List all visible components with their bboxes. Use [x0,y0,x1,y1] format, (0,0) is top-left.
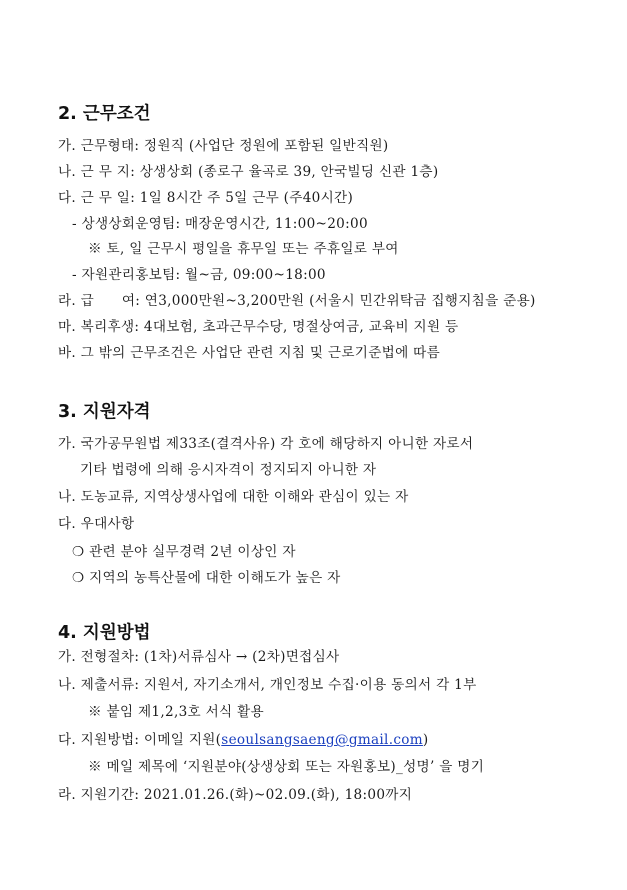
apply-method-prefix: 다. 지원방법: 이메일 지원( [58,732,222,748]
application-period-line: 라. 지원기간: 2021.01.26.(화)~02.09.(화), 18:00까지 [58,787,413,803]
store-team-hours-line: - 상생상회운영팀: 매장운영시간, 11:00~20:00 [72,216,368,232]
preference-label: 다. 우대사항 [58,516,135,532]
selection-process-line: 가. 전형절차: (1차)서류심사 → (2차)면접심사 [58,649,340,665]
documents-line: 나. 제출서류: 지원서, 자기소개서, 개인정보 수집·이용 동의서 각 1부 [58,677,477,693]
forms-note-line: ※ 붙임 제1,2,3호 서식 활용 [88,704,264,720]
section-4-heading: 4. 지원방법 [58,623,151,643]
other-conditions-line: 바. 그 밖의 근무조건은 사업단 관련 지침 및 근로기준법에 따름 [58,345,440,361]
preference-item-1: ❍ 관련 분야 실무경력 2년 이상인 자 [72,544,296,560]
work-days-line: 다. 근 무 일: 1일 8시간 주 5일 근무 (주40시간) [58,190,354,206]
work-type-line: 가. 근무형태: 정원직 (사업단 정원에 포함된 일반직원) [58,138,389,154]
section-2-heading: 2. 근무조건 [58,104,151,124]
apply-method-suffix: ) [422,732,429,748]
preference-item-2: ❍ 지역의 농특산물에 대한 이해도가 높은 자 [72,570,341,586]
section-3-heading: 3. 지원자격 [58,402,151,422]
mail-subject-note-line: ※ 메일 제목에 ‘지원분야(상생상회 또는 자원홍보)_성명’ 을 명기 [88,759,485,775]
benefits-line: 마. 복리후생: 4대보험, 초과근무수당, 명절상여금, 교육비 지원 등 [58,319,459,335]
qualification-line-2: 나. 도농교류, 지역상생사업에 대한 이해와 관심이 있는 자 [58,489,409,505]
qualification-line-1: 가. 국가공무원법 제33조(결격사유) 각 호에 해당하지 아니한 자로서 [58,436,474,452]
work-place-line: 나. 근 무 지: 상생상회 (종로구 율곡로 39, 안국빌딩 신관 1층) [58,164,439,180]
email-link[interactable]: seoulsangsaeng@gmail.com [221,732,423,748]
weekend-note-line: ※ 토, 일 근무시 평일을 휴무일 또는 주휴일로 부여 [88,241,399,257]
apply-method-line [58,731,429,749]
resource-team-hours-line: - 자원관리홍보팀: 월~금, 09:00~18:00 [72,267,326,283]
salary-line: 라. 급 여: 연3,000만원~3,200만원 (서울시 민간위탁금 집행지침을 준용) [58,293,536,309]
qualification-line-1-cont: 기타 법령에 의해 응시자격이 정지되지 아니한 자 [80,462,377,478]
